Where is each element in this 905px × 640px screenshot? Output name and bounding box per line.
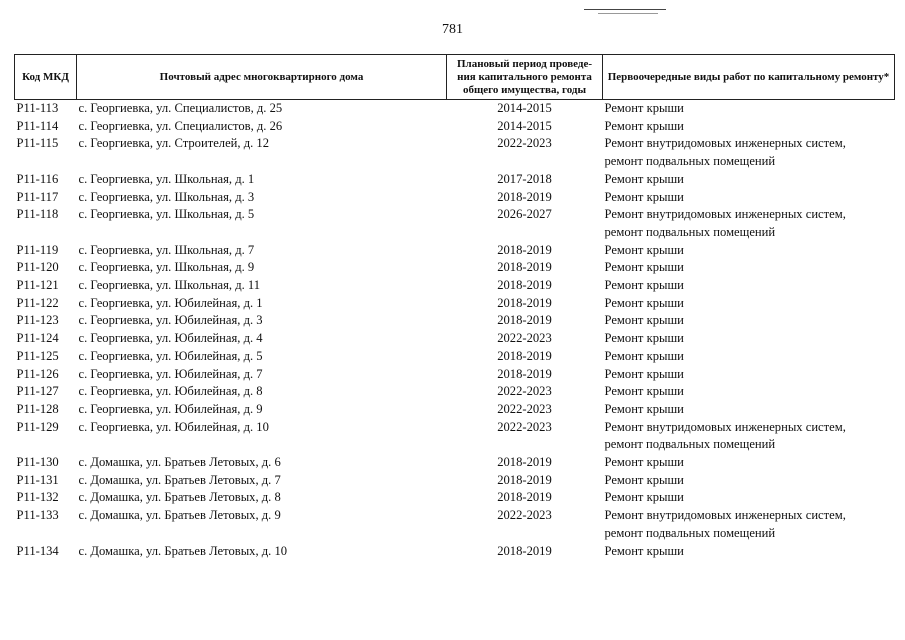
cell-code: Р11-120 bbox=[16, 260, 59, 275]
works-line: Ремонт крыши bbox=[604, 455, 684, 470]
works-line: Ремонт крыши bbox=[604, 242, 684, 257]
table-row bbox=[15, 135, 895, 170]
cell-works bbox=[603, 543, 895, 561]
works-line: Ремонт крыши bbox=[604, 295, 684, 310]
cell-period: 2026-2027 bbox=[497, 207, 552, 222]
cell-works bbox=[603, 135, 895, 170]
cell-code: Р11-118 bbox=[16, 207, 59, 222]
cell-code: Р11-124 bbox=[16, 331, 59, 346]
header-address: Почтовый адрес многоквартирного дома bbox=[77, 55, 447, 100]
cell-code: Р11-133 bbox=[16, 508, 59, 523]
table-row bbox=[15, 366, 895, 384]
cell-address: с. Георгиевка, ул. Юбилейная, д. 4 bbox=[78, 331, 263, 346]
cell-address: с. Георгиевка, ул. Юбилейная, д. 9 bbox=[78, 401, 263, 416]
works-line: Ремонт внутридомовых инженерных систем, bbox=[604, 508, 846, 523]
cell-works bbox=[603, 348, 895, 366]
cell-period: 2018-2019 bbox=[497, 455, 552, 470]
cell-period: 2018-2019 bbox=[497, 278, 552, 293]
cell-code: Р11-129 bbox=[16, 419, 59, 434]
cell-address: с. Георгиевка, ул. Юбилейная, д. 3 bbox=[78, 313, 263, 328]
cell-period: 2022-2023 bbox=[497, 136, 552, 151]
table-row bbox=[15, 489, 895, 507]
cell-works bbox=[603, 330, 895, 348]
cell-period: 2018-2019 bbox=[497, 189, 552, 204]
cell-code: Р11-121 bbox=[16, 278, 59, 293]
cell-period: 2014-2015 bbox=[497, 101, 552, 115]
cell-code: Р11-116 bbox=[16, 171, 59, 186]
cell-works bbox=[603, 171, 895, 189]
works-line: ремонт подвальных помещений bbox=[604, 224, 776, 239]
cell-period: 2022-2023 bbox=[497, 401, 552, 416]
cell-address: с. Георгиевка, ул. Школьная, д. 7 bbox=[78, 242, 255, 257]
table-row bbox=[15, 118, 895, 136]
table-row bbox=[15, 401, 895, 419]
cell-code: Р11-125 bbox=[16, 348, 59, 363]
cell-code: Р11-114 bbox=[16, 118, 59, 133]
cell-code: Р11-128 bbox=[16, 401, 59, 416]
cell-code: Р11-122 bbox=[16, 295, 59, 310]
cell-works bbox=[603, 295, 895, 313]
cell-address: с. Георгиевка, ул. Школьная, д. 3 bbox=[78, 189, 255, 204]
cell-address: с. Георгиевка, ул. Специалистов, д. 25 bbox=[78, 101, 283, 115]
works-line: Ремонт крыши bbox=[604, 384, 684, 399]
table-row bbox=[15, 419, 895, 454]
works-line: Ремонт крыши bbox=[604, 543, 684, 558]
table-row bbox=[15, 277, 895, 295]
cell-works bbox=[603, 489, 895, 507]
cell-address: с. Георгиевка, ул. Школьная, д. 9 bbox=[78, 260, 255, 275]
table-row bbox=[15, 383, 895, 401]
cell-address: с. Георгиевка, ул. Школьная, д. 11 bbox=[78, 278, 261, 293]
cell-address: с. Георгиевка, ул. Юбилейная, д. 8 bbox=[78, 384, 263, 399]
table-row bbox=[15, 189, 895, 207]
cell-address: с. Домашка, ул. Братьев Летовых, д. 8 bbox=[78, 490, 281, 505]
cell-address: с. Георгиевка, ул. Юбилейная, д. 7 bbox=[78, 366, 263, 381]
cell-address: с. Георгиевка, ул. Школьная, д. 1 bbox=[78, 171, 255, 186]
cell-works bbox=[603, 242, 895, 260]
works-line: Ремонт крыши bbox=[604, 472, 684, 487]
works-line: Ремонт внутридомовых инженерных систем, bbox=[604, 419, 846, 434]
cell-address: с. Георгиевка, ул. Юбилейная, д. 10 bbox=[78, 419, 269, 434]
works-line: Ремонт крыши bbox=[604, 189, 684, 204]
cell-period: 2018-2019 bbox=[497, 472, 552, 487]
cell-works bbox=[603, 189, 895, 207]
cell-code: Р11-115 bbox=[16, 136, 59, 151]
cell-period: 2022-2023 bbox=[497, 384, 552, 399]
table-row bbox=[15, 312, 895, 330]
cell-code: Р11-134 bbox=[16, 543, 59, 558]
cell-code: Р11-123 bbox=[16, 313, 59, 328]
cell-period: 2018-2019 bbox=[497, 490, 552, 505]
header-period: Плановый период проведе-ния капитального ремонта общего имущества, годы bbox=[447, 55, 603, 100]
cell-address: с. Георгиевка, ул. Строителей, д. 12 bbox=[78, 136, 269, 151]
works-line: Ремонт крыши bbox=[604, 278, 684, 293]
cell-address: с. Георгиевка, ул. Юбилейная, д. 1 bbox=[78, 295, 263, 310]
works-line: Ремонт крыши bbox=[604, 331, 684, 346]
table-row bbox=[15, 348, 895, 366]
cell-code: Р11-131 bbox=[16, 472, 59, 487]
cell-works bbox=[603, 401, 895, 419]
top-rule-short bbox=[598, 13, 658, 14]
cell-period: 2022-2023 bbox=[497, 331, 552, 346]
cell-works bbox=[603, 312, 895, 330]
works-line: Ремонт крыши bbox=[604, 348, 684, 363]
header-works: Первоочередные виды работ по капитальному ремонту* bbox=[603, 55, 895, 100]
cell-works bbox=[603, 454, 895, 472]
cell-works bbox=[603, 507, 895, 542]
works-line: Ремонт крыши bbox=[604, 118, 684, 133]
cell-period: 2022-2023 bbox=[497, 419, 552, 434]
cell-code: Р11-132 bbox=[16, 490, 59, 505]
cell-period: 2018-2019 bbox=[497, 260, 552, 275]
capital-repair-table bbox=[14, 54, 895, 560]
table-row bbox=[15, 454, 895, 472]
works-line: Ремонт крыши bbox=[604, 260, 684, 275]
works-line: ремонт подвальных помещений bbox=[604, 437, 776, 452]
header-code: Код МКД bbox=[15, 55, 77, 100]
cell-address: с. Домашка, ул. Братьев Летовых, д. 9 bbox=[78, 508, 281, 523]
cell-address: с. Домашка, ул. Братьев Летовых, д. 7 bbox=[78, 472, 281, 487]
cell-code: Р11-130 bbox=[16, 455, 59, 470]
works-line: Ремонт крыши bbox=[604, 101, 684, 115]
cell-works bbox=[603, 419, 895, 454]
cell-code: Р11-113 bbox=[16, 101, 59, 115]
cell-works bbox=[603, 118, 895, 136]
table-row bbox=[15, 330, 895, 348]
cell-period: 2018-2019 bbox=[497, 366, 552, 381]
table-row bbox=[15, 171, 895, 189]
table-row bbox=[15, 543, 895, 561]
cell-period: 2022-2023 bbox=[497, 508, 552, 523]
cell-period: 2018-2019 bbox=[497, 348, 552, 363]
table-row bbox=[15, 242, 895, 260]
cell-address: с. Домашка, ул. Братьев Летовых, д. 6 bbox=[78, 455, 281, 470]
works-line: Ремонт внутридомовых инженерных систем, bbox=[604, 207, 846, 222]
cell-works bbox=[603, 383, 895, 401]
works-line: Ремонт крыши bbox=[604, 490, 684, 505]
works-line: Ремонт крыши bbox=[604, 171, 684, 186]
works-line: Ремонт крыши bbox=[604, 401, 684, 416]
works-line: ремонт подвальных помещений bbox=[604, 525, 776, 540]
cell-works bbox=[603, 259, 895, 277]
works-line: Ремонт крыши bbox=[604, 313, 684, 328]
cell-period: 2018-2019 bbox=[497, 242, 552, 257]
cell-address: с. Георгиевка, ул. Школьная, д. 5 bbox=[78, 207, 255, 222]
table-row bbox=[15, 100, 895, 118]
works-line: ремонт подвальных помещений bbox=[604, 154, 776, 169]
cell-period: 2014-2015 bbox=[497, 118, 552, 133]
cell-works bbox=[603, 206, 895, 241]
table-row bbox=[15, 259, 895, 277]
works-line: Ремонт крыши bbox=[604, 366, 684, 381]
cell-period: 2018-2019 bbox=[497, 543, 552, 558]
cell-address: с. Георгиевка, ул. Юбилейная, д. 5 bbox=[78, 348, 263, 363]
top-rule-long bbox=[584, 9, 666, 10]
cell-works bbox=[603, 472, 895, 490]
cell-code: Р11-117 bbox=[16, 189, 59, 204]
table-row bbox=[15, 472, 895, 490]
works-line: Ремонт внутридомовых инженерных систем, bbox=[604, 136, 846, 151]
cell-address: с. Георгиевка, ул. Специалистов, д. 26 bbox=[78, 118, 283, 133]
cell-address: с. Домашка, ул. Братьев Летовых, д. 10 bbox=[78, 543, 288, 558]
cell-code: Р11-119 bbox=[16, 242, 59, 257]
cell-works bbox=[603, 100, 895, 118]
cell-works bbox=[603, 366, 895, 384]
cell-period: 2018-2019 bbox=[497, 313, 552, 328]
table-header-row bbox=[15, 55, 895, 100]
cell-period: 2017-2018 bbox=[497, 171, 552, 186]
cell-period: 2018-2019 bbox=[497, 295, 552, 310]
cell-code: Р11-126 bbox=[16, 366, 59, 381]
table-row bbox=[15, 295, 895, 313]
table-row bbox=[15, 507, 895, 542]
cell-code: Р11-127 bbox=[16, 384, 59, 399]
cell-works bbox=[603, 277, 895, 295]
page-number: 781 bbox=[442, 22, 463, 37]
table-row bbox=[15, 206, 895, 241]
table-body bbox=[15, 100, 895, 561]
